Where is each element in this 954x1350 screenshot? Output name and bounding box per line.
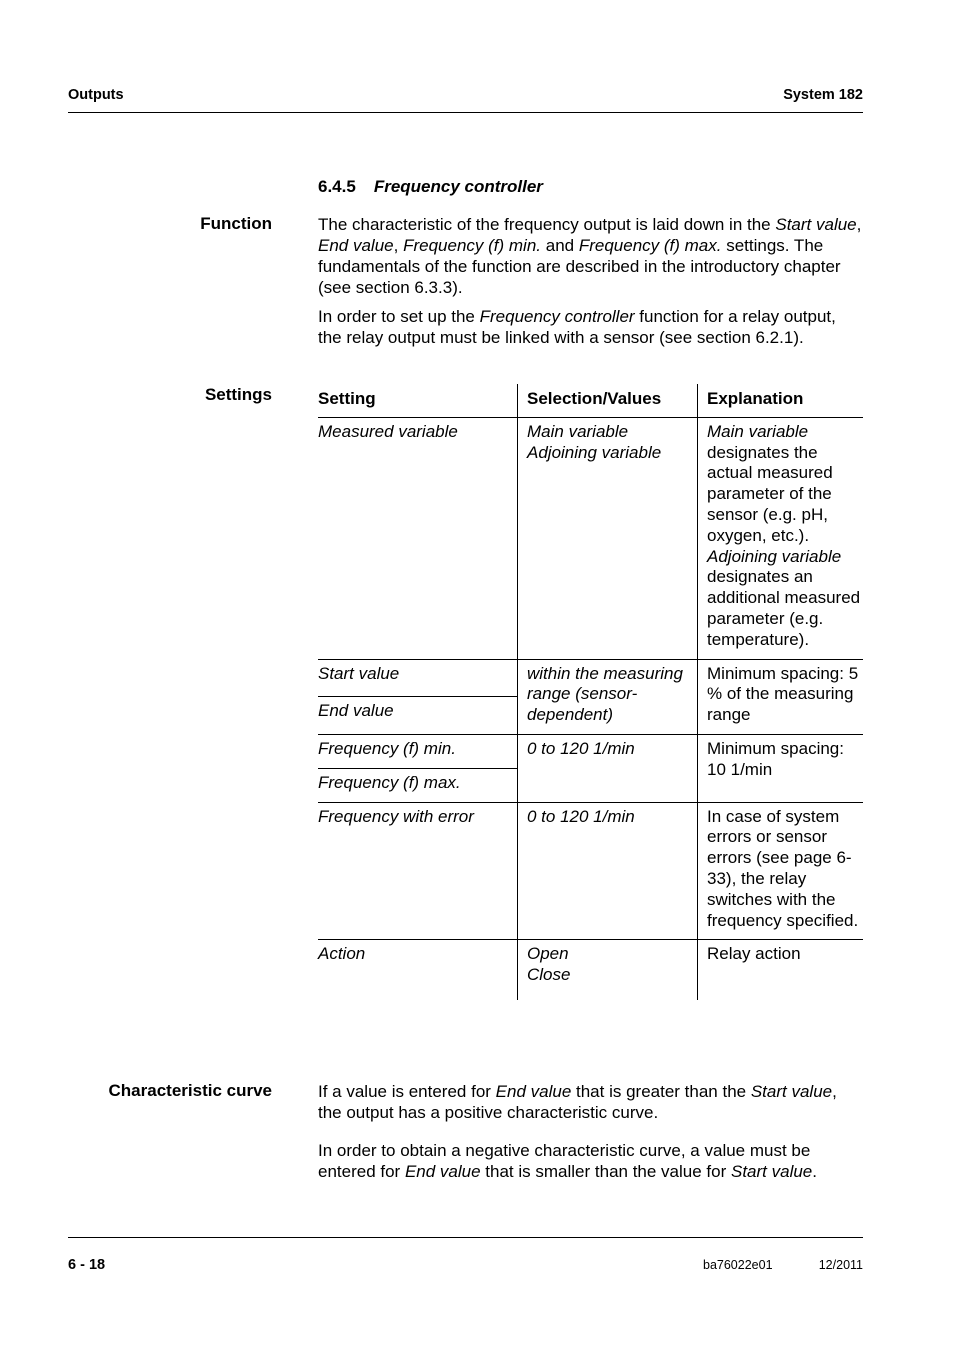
text-run: settings. The fundamentals of the function are described in the introductory chapter (see section 6.3.3). <box>318 236 841 297</box>
document-id: ba76022e01 <box>703 1258 773 1272</box>
text-run: Frequency (f) min. <box>403 236 542 255</box>
explanation-action: Relay action <box>698 940 864 1000</box>
text-run: Start value <box>775 215 857 234</box>
function-paragraph-2 <box>318 306 863 348</box>
setting-start-value: Start value <box>318 663 400 683</box>
text-run: Start value <box>730 1162 813 1181</box>
setting-end-value: End value <box>318 701 394 721</box>
settings-table <box>318 384 863 1000</box>
explanation-range: Minimum spacing: 5 % of the measuring range <box>698 659 864 734</box>
text-run: Frequency (f) max. <box>578 236 722 255</box>
section-heading <box>318 177 543 197</box>
curve-paragraph-1 <box>318 1081 863 1123</box>
section-number: 6.4.5 <box>318 177 356 196</box>
setting-action: Action <box>318 944 366 964</box>
footer-rule <box>68 1237 863 1238</box>
explanation-measured-variable <box>698 417 864 659</box>
table-row <box>318 734 863 768</box>
setting-measured-variable: Measured variable <box>318 421 458 441</box>
value-adjoining-variable: Adjoining variable <box>527 442 662 462</box>
text-run: , <box>393 236 404 255</box>
text-run: function for a relay output, the relay output must be linked with a sensor (see section 6.2.1). <box>318 307 836 347</box>
text-run: End value <box>495 1082 572 1101</box>
table-header-row <box>318 384 863 417</box>
setting-frequency-with-error: Frequency with error <box>318 806 474 826</box>
text-run: End value <box>318 236 394 255</box>
text-run: If a value is entered for <box>318 1082 496 1101</box>
text-run: Start value <box>750 1082 833 1101</box>
curve-paragraph-2 <box>318 1140 863 1182</box>
header-selection-values: Selection/Values <box>518 384 698 417</box>
section-title: Frequency controller <box>373 177 543 196</box>
value-main-variable: Main variable <box>527 421 629 441</box>
function-label: Function <box>200 214 272 233</box>
header-rule <box>68 112 863 113</box>
value-open: Open <box>527 944 569 964</box>
text-run: and <box>541 236 579 255</box>
table-row <box>318 802 863 940</box>
value-measuring-range: within the measuring range (sensor-dependent) <box>527 663 683 725</box>
characteristic-curve-label: Characteristic curve <box>108 1081 272 1100</box>
text-run: that is greater than the <box>571 1082 751 1101</box>
value-error-frequency: 0 to 120 1/min <box>527 806 635 826</box>
text-run: Adjoining variable <box>707 546 842 566</box>
value-frequency-range: 0 to 120 1/min <box>527 738 635 758</box>
table-row <box>318 417 863 659</box>
header-explanation: Explanation <box>698 384 864 417</box>
text-run: Main variable <box>707 421 809 441</box>
text-run: In order to set up the <box>318 307 480 326</box>
text-run: , the output has a positive characteristic curve. <box>318 1082 837 1122</box>
table-row <box>318 659 863 697</box>
header-manual-title: System 182 <box>783 87 863 103</box>
text-run: designates the actual measured parameter of the sensor (e.g. pH, oxygen, etc.). <box>707 442 833 545</box>
function-paragraph-1 <box>318 214 863 298</box>
text-run: , <box>856 215 862 234</box>
characteristic-curve-text <box>318 1081 863 1182</box>
text-run: The characteristic of the frequency output is laid down in the <box>318 215 776 234</box>
value-close: Close <box>527 965 571 985</box>
header-setting: Setting <box>318 384 518 417</box>
text-run: designates an additional measured parameter (e.g. temperature). <box>707 567 861 649</box>
text-run: End value <box>404 1162 481 1181</box>
settings-label: Settings <box>204 385 272 404</box>
page-number: 6 - 18 <box>68 1257 106 1273</box>
function-text <box>318 214 863 348</box>
text-run: In order to obtain a negative characteristic curve, a value must be entered for <box>318 1141 811 1181</box>
explanation-frequency: Minimum spacing: 10 1/min <box>698 734 864 802</box>
setting-frequency-max: Frequency (f) max. <box>318 772 461 792</box>
explanation-error: In case of system errors or sensor errors (see page 6-33), the relay switches with the frequency specified. <box>698 802 864 940</box>
table-row <box>318 940 863 1000</box>
document-date: 12/2011 <box>818 1258 863 1272</box>
text-run: Frequency controller <box>479 307 635 326</box>
setting-frequency-min: Frequency (f) min. <box>318 738 456 758</box>
header-section-title: Outputs <box>68 87 124 103</box>
text-run: that is smaller than the value for <box>480 1162 731 1181</box>
text-run: . <box>812 1162 817 1181</box>
